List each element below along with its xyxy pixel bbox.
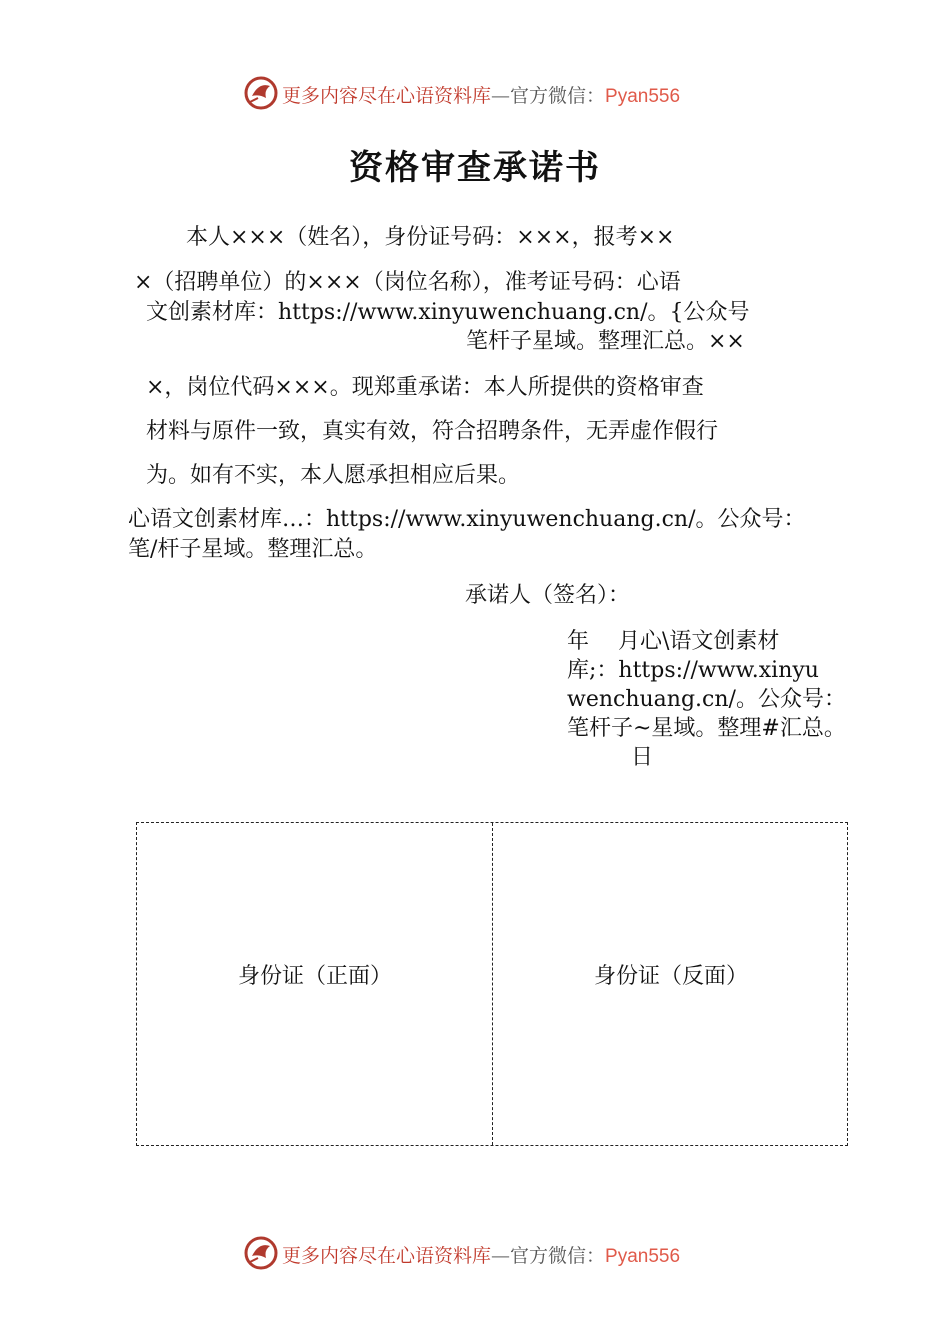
header-banner [0,74,950,114]
id-front-label: 身份证（正面） [237,964,392,989]
body-line: 文创素材库：https://www.xinyuwenchuang.cn/。{公众号 [146,300,750,325]
body-line: 笔/杆子星域。整理汇总。 [128,537,378,562]
signature-label: 承诺人（签名）： [465,583,631,608]
body-line: 为。如有不实，本人愿承担相应后果。 [146,463,521,488]
body-line: 材料与原件一致，真实有效，符合招聘条件，无弄虚作假行 [146,419,719,444]
body-line: ×，岗位代码×××。现郑重承诺：本人所提供的资格审查 [146,375,704,400]
body-line: 心语文创素材库…：https://www.xinyuwenchuang.cn/。公众号： [128,507,806,532]
id-back-label: 身份证（反面） [593,964,748,989]
date-line: wenchuang.cn/。公众号： [567,687,846,712]
footer-banner [0,1234,950,1274]
id-card-box [136,822,848,1146]
banner-text: 更多内容尽在心语资料库—官方微信：Pyan556 [282,85,681,107]
banner-text: 更多内容尽在心语资料库—官方微信：Pyan556 [282,1245,681,1267]
brand-logo-icon [244,76,278,110]
date-line: 笔杆子~星域。整理#汇总。 [567,716,846,741]
date-line: 库;：https://www.xinyu [567,658,819,683]
body-line: 本人×××（姓名），身份证号码：×××，报考×× [186,225,675,250]
page-title: 资格审查承诺书 [349,148,601,188]
body-line: 笔杆子星域。整理汇总。×× [466,329,745,354]
brand-logo-icon [244,1236,278,1270]
date-day: 日 [631,745,654,770]
body-line: ×（招聘单位）的×××（岗位名称），准考证号码：心语 [134,270,681,295]
date-line: 年 月心\语文创素材 [567,629,780,654]
